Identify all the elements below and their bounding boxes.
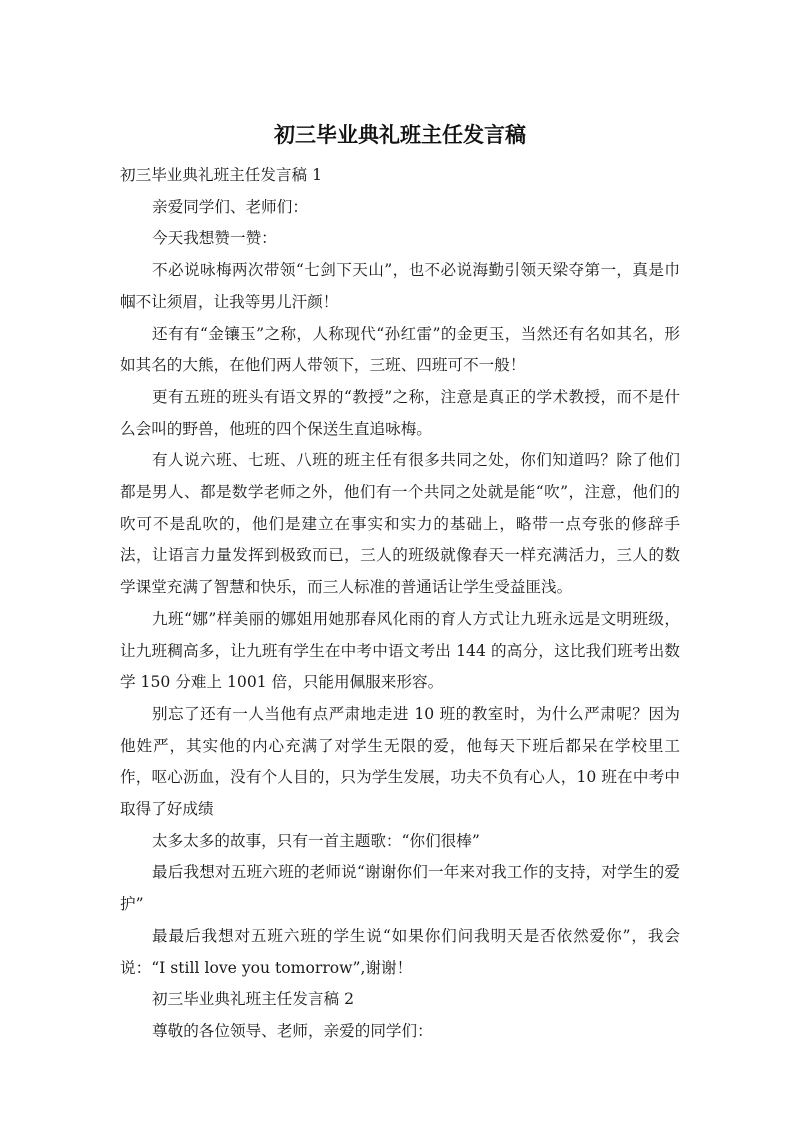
paragraph: 尊敬的各位领导、老师，亲爱的同学们： — [152, 1021, 433, 1040]
paragraph: 有人说六班、七班、八班的班主任有很多共同之处，你们知道吗？除了他们都是男人、都是数学老师之外，他们有一个共同之处就是能“吹”，注意，他们的吹可不是乱吹的，他们是建立在事实和实力的基础上，略带一点夸张的修辞手法，让语言力量发挥到极致而已，三人的班级就像春天一样充满活力，三人的数学课堂充满了智慧和快乐，而三人标准的普通话让学生受益匪浅。 — [120, 451, 680, 597]
paragraph: 最最后我想对五班六班的学生说“如果你们问我明天是否依然爱你”，我会说：“I still love you tomorrow”,谢谢！ — [120, 926, 680, 977]
paragraph: 初三毕业典礼班主任发言稿 2 — [152, 990, 355, 1009]
paragraph: 更有五班的班头有语文界的“教授”之称，注意是真正的学术教授，而不是什么会叫的野兽，他班的四个保送生直追咏梅。 — [120, 387, 680, 438]
document-title: 初三毕业典礼班主任发言稿 — [274, 123, 526, 147]
document-body — [120, 160, 680, 1048]
paragraph: 别忘了还有一人当他有点严肃地走进 10 班的教室时，为什么严肃呢？因为他姓严，其实他的内心充满了对学生无限的爱，他每天下班后都呆在学校里工作，呕心沥血，没有个人目的，只为学生发展，功夫不负有心人，10 班在中考中取得了好成绩 — [120, 704, 680, 819]
paragraph: 初三毕业典礼班主任发言稿 1 — [120, 166, 323, 184]
paragraph: 最后我想对五班六班的老师说“谢谢你们一年来对我工作的支持，对学生的爱护” — [120, 863, 680, 914]
paragraph: 九班“娜”样美丽的娜姐用她那春风化雨的育人方式让九班永远是文明班级，让九班稠高多，让九班有学生在中考中语文考出 144 的高分，这比我们班考出数学 150 分难上 1001 倍，只能用佩服来形容。 — [120, 609, 680, 692]
paragraph: 太多太多的故事，只有一首主题歌：“你们很棒” — [152, 831, 480, 850]
paragraph: 亲爱同学们、老师们： — [152, 197, 308, 216]
paragraph: 还有有“金镶玉”之称，人称现代“孙红雷”的金更玉，当然还有名如其名，形如其名的大熊，在他们两人带领下，三班、四班可不一般！ — [120, 324, 680, 375]
paragraph: 今天我想赞一赞： — [152, 229, 277, 248]
paragraph: 不必说咏梅两次带领“七剑下天山”，也不必说海勤引领天梁夺第一，真是巾帼不让须眉，让我等男儿汗颜！ — [120, 261, 680, 311]
